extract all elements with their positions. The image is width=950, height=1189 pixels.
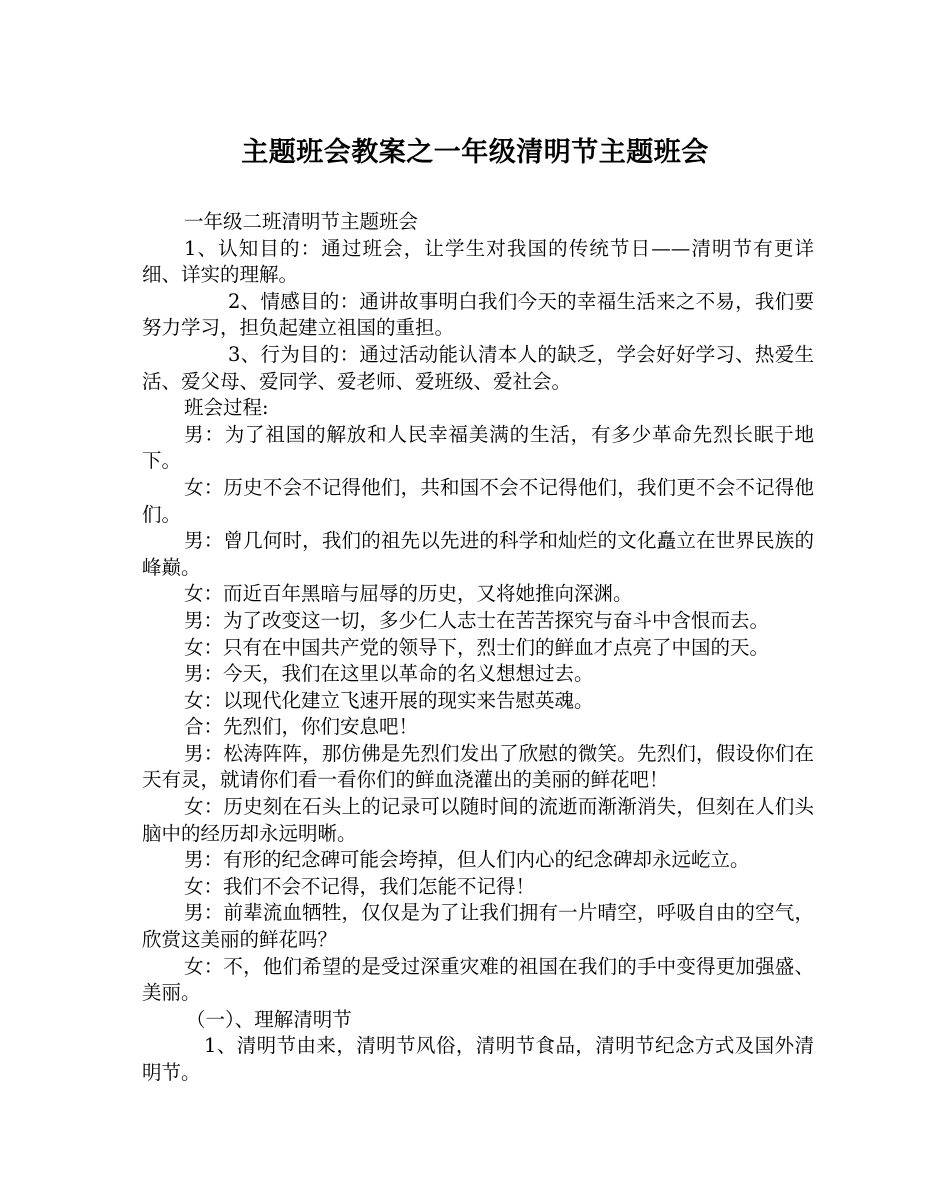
paragraph-dialogue: 女：只有在中国共产党的领导下，烈士们的鲜血才点亮了中国的天。 — [184, 635, 770, 659]
paragraph-dialogue: 男：有形的纪念碑可能会垮掉，但人们内心的纪念碑却永远屹立。 — [184, 848, 750, 872]
paragraph-goal-emotional: 2、情感目的：通讲故事明白我们今天的幸福生活来之不易，我们要努力学习，担负起建立祖国的重担。 — [142, 289, 814, 340]
paragraph-dialogue: 女：不，他们希望的是受过深重灾难的祖国在我们的手中变得更加强盛、美丽。 — [142, 954, 814, 1005]
document-body — [142, 209, 814, 1087]
paragraph-dialogue: 女：我们不会不记得，我们怎能不记得！ — [184, 874, 536, 898]
paragraph-dialogue: 男：为了改变这一切，多少仁人志士在苦苦探究与奋斗中含恨而去。 — [184, 608, 770, 632]
paragraph-dialogue: 男：曾几何时，我们的祖先以先进的科学和灿烂的文化矗立在世界民族的峰巅。 — [142, 529, 814, 579]
paragraph-dialogue: 男：松涛阵阵，那仿佛是先烈们发出了欣慰的微笑。先烈们，假设你们在天有灵，就请你们看一看你们的鲜血浇灌出的美丽的鲜花吧！ — [142, 741, 814, 792]
paragraph-dialogue: 男：今天，我们在这里以革命的名义想想过去。 — [184, 662, 594, 686]
paragraph-section-item: 1、清明节由来，清明节风俗，清明节食品，清明节纪念方式及国外清明节。 — [142, 1034, 814, 1084]
paragraph-dialogue: 男：为了祖国的解放和人民幸福美满的生活，有多少革命先烈长眠于地下。 — [142, 422, 814, 473]
paragraph-dialogue: 合：先烈们，你们安息吧！ — [184, 715, 419, 739]
paragraph-dialogue: 女：而近百年黑暗与屈辱的历史，又将她推向深渊。 — [184, 582, 633, 606]
paragraph-dialogue: 女：历史刻在石头上的记录可以随时间的流逝而渐渐消失，但刻在人们头脑中的经历却永远明晰。 — [142, 795, 814, 845]
paragraph-dialogue: 女：历史不会不记得他们，共和国不会不记得他们，我们更不会不记得他们。 — [142, 475, 814, 526]
paragraph-class-title: 一年级二班清明节主题班会 — [184, 210, 419, 233]
paragraph-goal-behavior: 3、行为目的：通过活动能认清本人的缺乏，学会好好学习、热爱生活、爱父母、爱同学、爱老师、爱班级、爱社会。 — [142, 342, 814, 393]
document-title: 主题班会教案之一年级清明节主题班会 — [241, 137, 709, 168]
paragraph-process-heading: 班会过程: — [184, 396, 269, 420]
paragraph-dialogue: 女：以现代化建立飞速开展的现实来告慰英魂。 — [184, 688, 594, 712]
paragraph-dialogue: 男：前辈流血牺牲，仅仅是为了让我们拥有一片晴空，呼吸自由的空气，欣赏这美丽的鲜花吗？ — [142, 901, 814, 952]
section-heading: （一）、理解清明节 — [186, 1007, 352, 1031]
paragraph-goal-cognitive: 1、认知目的：通过班会，让学生对我国的传统节日——清明节有更详细、详实的理解。 — [142, 236, 814, 287]
